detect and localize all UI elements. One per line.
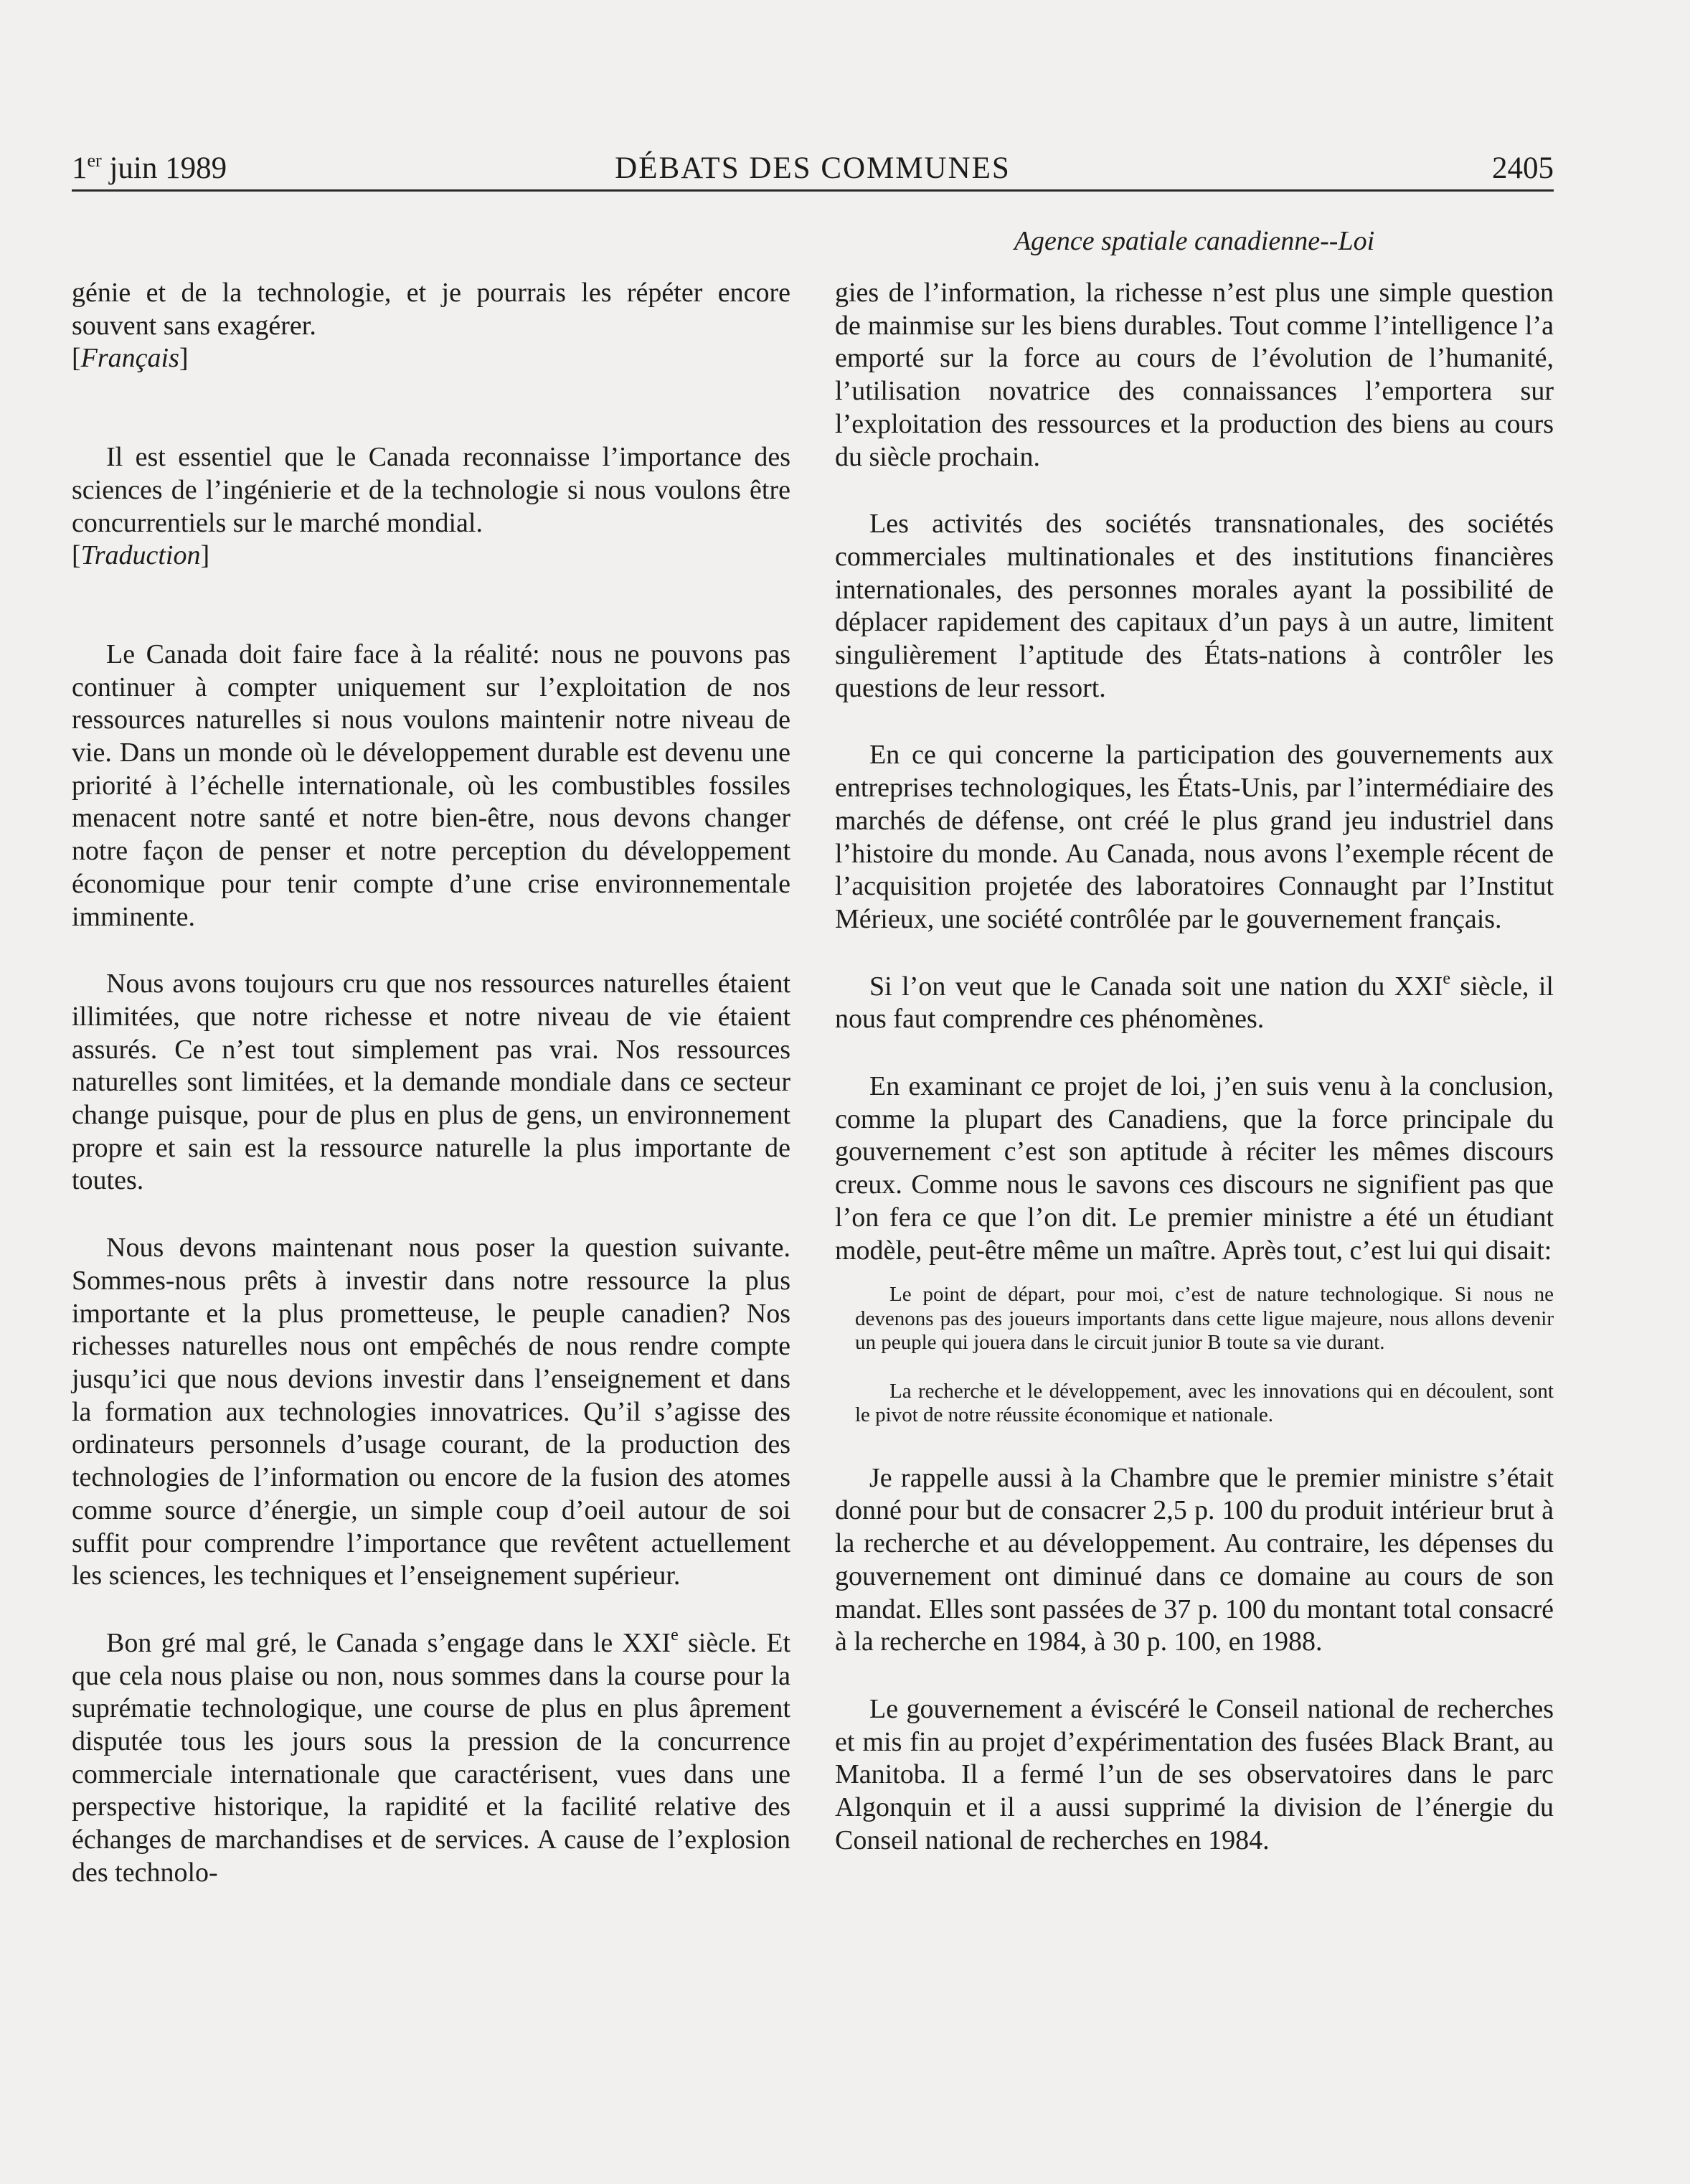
paragraph: Il est essentiel que le Canada reconnaisse l’importance des sciences de l’ingénierie et de la technologie si nous voulons être concurrentiels sur le marché mondial.	[72, 442, 790, 538]
paragraph: Nous avons toujours cru que nos ressources naturelles étaient illimitées, que notre richesse et notre niveau de vie étaient assurés. Ce n’est tout simplement pas vrai. Nos ressources naturelles sont limitées, et la demande mondiale dans ce secteur change puisque, pour de plus en plus de gens, un environnement propre et sain est la ressource naturelle la plus importante de toutes.	[72, 969, 790, 1196]
header-rule	[72, 189, 1554, 192]
header-page-number: 2405	[1492, 151, 1554, 185]
page-header	[72, 146, 1554, 191]
paragraph: Je rappelle aussi à la Chambre que le premier ministre s’était donné pour but de consacrer 2,5 p. 100 du produit intérieur brut à la recherche et au développement. Au contraire, les dépenses du gouvernement ont diminué dans ce domaine au cours de son mandat. Elles sont passées de 37 p. 100 du montant total consacré à la recherche en 1984, à 30 p. 100, en 1988.	[835, 1462, 1554, 1657]
language-marker: [Français]	[72, 343, 189, 374]
paragraph: En examinant ce projet de loi, j’en suis venu à la conclusion, comme la plupart des Canadiens, que la force principale du gouvernement c’est son aptitude à réciter les mêmes discours creux. Comme nous le savons ces discours ne signifient pas que l’on fera ce que l’on dit. Le premier ministre a été un étudiant modèle, peut-être même un maître. Après tout, c’est lui qui disait:	[835, 1071, 1554, 1266]
header-date: 1er juin 1989	[72, 150, 227, 185]
paragraph: gies de l’information, la richesse n’est plus une simple question de mainmise sur les biens durables. Tout comme l’intelligence l’a emporté sur la force au cours de l’évolution de l’humanité, l’utilisation novatrice des connaissances l’emportera sur l’exploitation des ressources et la production des biens au cours du siècle prochain.	[835, 278, 1554, 472]
left-column	[72, 277, 790, 1890]
block-quote: Le point de départ, pour moi, c’est de nature technologique. Si nous ne devenons pas des joueurs importants dans cette ligue majeure, nous allons devenir un peuple qui jouera dans le circuit junior B toute sa vie durant.	[855, 1283, 1554, 1355]
running-head: Agence spatiale canadienne--Loi	[1014, 226, 1375, 256]
paragraph: Les activités des sociétés transnationales, des sociétés commerciales multinationales et des institutions financières internationales, des personnes morales ayant la possibilité de déplacer rapidement des capitaux d’un pays à un autre, limitent singulièrement l’aptitude des États-nations à contrôler les questions de leur ressort.	[835, 509, 1554, 703]
paragraph: Si l’on veut que le Canada soit une nation du XXIe siècle, il nous faut comprendre ces phénomènes.	[835, 969, 1554, 1035]
paragraph: En ce qui concerne la participation des gouvernements aux entreprises technologiques, les États-Unis, par l’intermédiaire des marchés de défense, ont créé le plus grand jeu industriel dans l’histoire du monde. Au Canada, nous avons l’exemple récent de l’acquisition projetée des laboratoires Connaught par l’Institut Mérieux, une société contrôlée par le gouvernement français.	[835, 740, 1554, 934]
block-quote: La recherche et le développement, avec les innovations qui en découlent, sont le pivot de notre réussite économique et nationale.	[855, 1379, 1554, 1427]
paragraph: génie et de la technologie, et je pourrais les répéter encore souvent sans exagérer.	[72, 278, 790, 341]
paragraph: Nous devons maintenant nous poser la question suivante. Sommes-nous prêts à investir dans notre ressource la plus importante et la plus prometteuse, le peuple canadien? Nos richesses naturelles nous ont empêchés de nous rendre compte jusqu’ici que nous devions investir dans l’enseignement et dans la formation aux technologies innovatrices. Qu’il s’agisse des ordinateurs personnels d’usage courant, de la production des technologies de l’information ou encore de la fusion des atomes comme source d’énergie, un simple coup d’oeil autour de soi suffit pour comprendre l’importance que revêtent actuellement les sciences, les techniques et l’enseignement supérieur.	[72, 1233, 790, 1591]
paragraph: Bon gré mal gré, le Canada s’engage dans le XXIe siècle. Et que cela nous plaise ou non, nous sommes dans la course pour la suprématie technologique, une course de plus en plus âprement disputée tous les jours sous la pression de la concurrence commerciale internationale que caractérisent, vues dans une perspective historique, la rapidité et la facilité relative des échanges de marchandises et de services. A cause de l’explosion des technolo-	[72, 1625, 790, 1888]
right-column	[835, 277, 1554, 1858]
paragraph: Le gouvernement a éviscéré le Conseil national de recherches et mis fin au projet d’expérimentation des fusées Black Brant, au Manitoba. Il a fermé l’un de ses observatoires dans le parc Algonquin et il a aussi supprimé la division de l’énergie du Conseil national de recherches en 1984.	[835, 1694, 1554, 1855]
paragraph: Le Canada doit faire face à la réalité: nous ne pouvons pas continuer à compter uniquement sur l’exploitation de nos ressources naturelles si nous voulons maintenir notre niveau de vie. Dans un monde où le développement durable est devenu une priorité à l’échelle internationale, où les combustibles fossiles menacent notre santé et notre bien-être, nous devons changer notre façon de penser et notre perception du développement économique pour tenir compte d’une crise environnementale imminente.	[72, 639, 790, 932]
language-marker: [Traduction]	[72, 540, 210, 571]
header-title: DÉBATS DES COMMUNES	[615, 151, 1011, 185]
